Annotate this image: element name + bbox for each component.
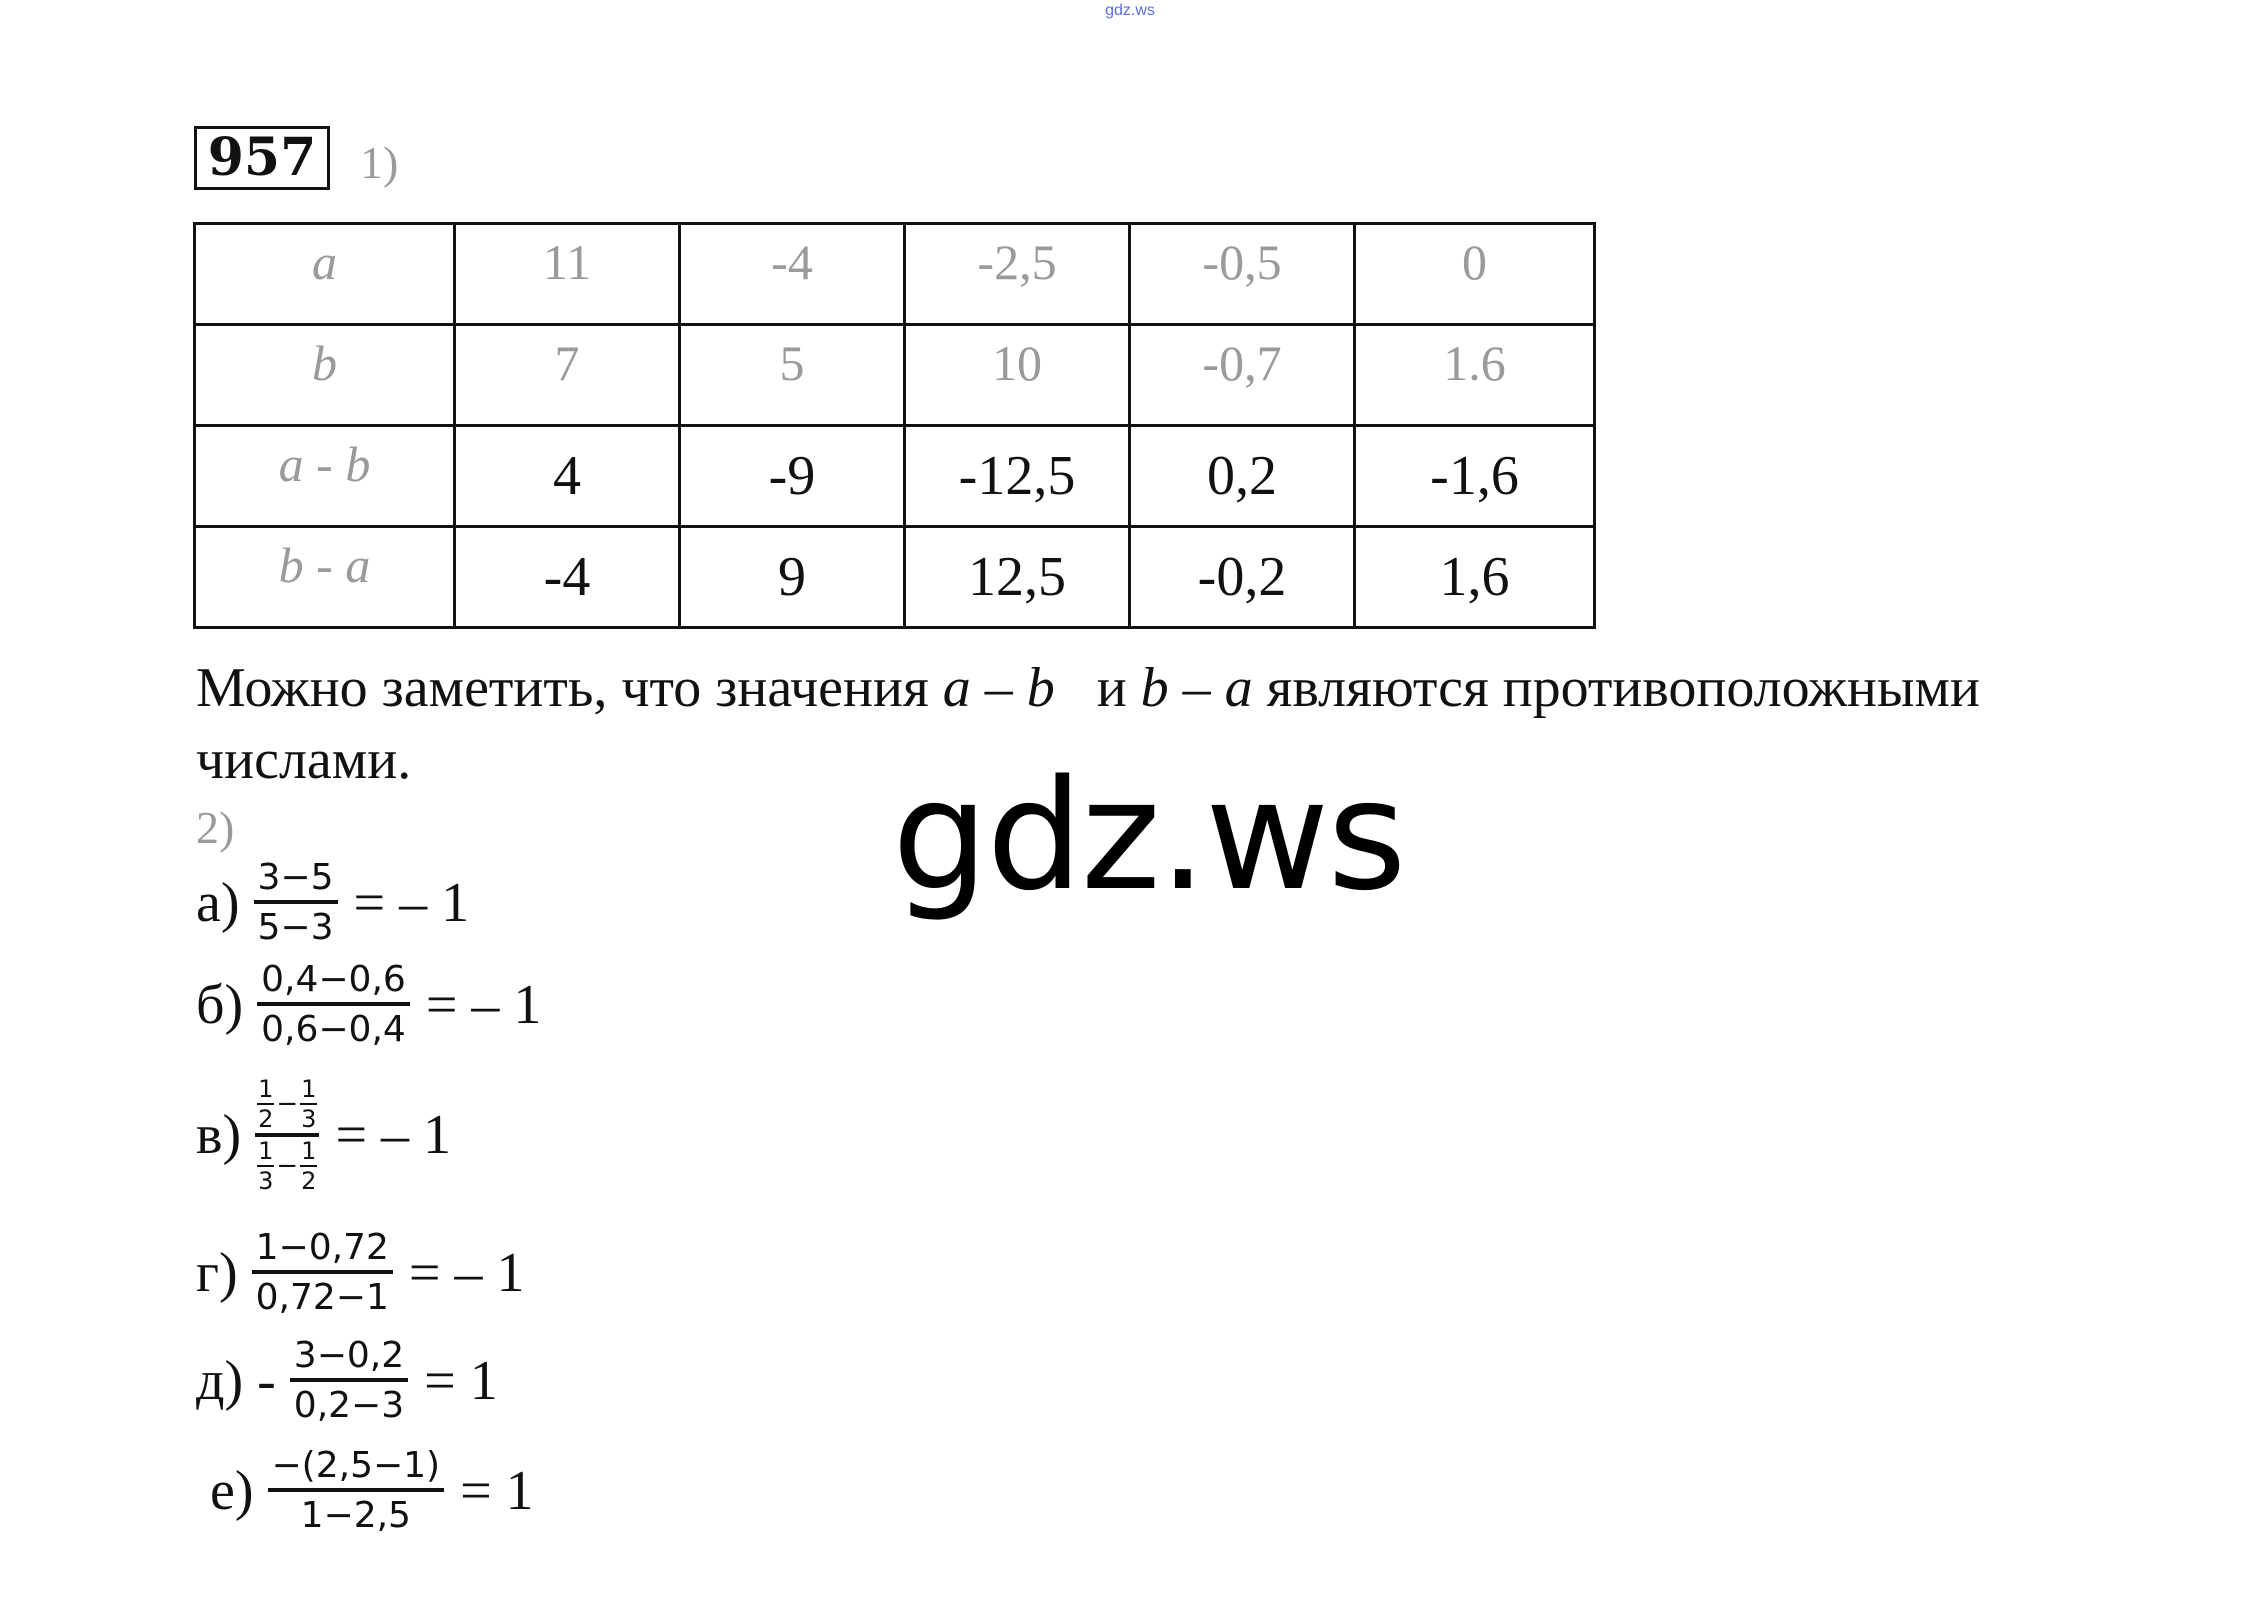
part-1-label: 1) <box>360 137 399 188</box>
center-watermark: gdz.ws <box>892 747 1405 924</box>
task-number: 957 <box>194 126 330 190</box>
numerator: −(2,5−1) <box>268 1448 445 1492</box>
table-cell: -2,5 <box>905 224 1130 325</box>
equation-label: г) <box>196 1242 238 1304</box>
numerator: 1−0,72 <box>252 1230 393 1274</box>
row-label-a-minus-b: a - b <box>195 426 455 527</box>
equation-b <box>196 959 542 1050</box>
mini-fraction: 1 2 <box>258 1075 274 1133</box>
equation-v <box>196 1075 451 1195</box>
equation-result: = – 1 <box>408 1242 525 1304</box>
equation-label: д) - <box>196 1350 276 1412</box>
table-cell: 1,6 <box>1355 527 1595 628</box>
table-cell: -0,2 <box>1130 527 1355 628</box>
table-row <box>195 527 1595 628</box>
equation-result: = – 1 <box>425 974 542 1036</box>
denominator: 0,6−0,4 <box>261 1009 406 1050</box>
denominator: 0,72−1 <box>255 1277 389 1318</box>
row-label-a: a <box>195 224 455 325</box>
minus-sign: − <box>276 1089 299 1119</box>
row-label-b-minus-a: b - a <box>195 527 455 628</box>
numerator <box>255 1075 319 1137</box>
values-table <box>193 222 1596 629</box>
table-cell: 9 <box>680 527 905 628</box>
equation-label: в) <box>196 1104 242 1166</box>
table-cell: 0,2 <box>1130 426 1355 527</box>
table-row <box>195 426 1595 527</box>
equation-label: а) <box>196 872 240 934</box>
mini-fraction: 1 3 <box>258 1137 274 1195</box>
note-text-2: и <box>1096 657 1141 719</box>
denominator: 0,2−3 <box>293 1385 405 1426</box>
equation-result: = – 1 <box>335 1104 452 1166</box>
numerator: 3−0,2 <box>290 1338 408 1382</box>
mini-fraction: $\frac{1}{3}$ <box>301 1075 317 1133</box>
fraction <box>257 959 410 1050</box>
equation-a <box>196 857 470 948</box>
table-cell: -1,6 <box>1355 426 1595 527</box>
note-expr-a-minus-b: a – b <box>942 657 1055 719</box>
numerator: 3−5 <box>254 860 338 904</box>
table-cell: -0,5 <box>1130 224 1355 325</box>
table-row <box>195 325 1595 426</box>
equation-result: = 1 <box>460 1460 534 1522</box>
table-cell: 7 <box>455 325 680 426</box>
equation-g <box>196 1227 525 1318</box>
denominator: 1−2,5 <box>300 1495 411 1536</box>
table-cell: -4 <box>680 224 905 325</box>
table-cell: -4 <box>455 527 680 628</box>
denominator <box>255 1137 319 1195</box>
table-cell: -0,7 <box>1130 325 1355 426</box>
table-cell: 10 <box>905 325 1130 426</box>
equation-result: = 1 <box>424 1350 498 1412</box>
fraction <box>254 857 338 948</box>
note-expr-b-minus-a: b – a <box>1140 657 1253 719</box>
equation-label: е) <box>210 1460 254 1522</box>
minus-sign: − <box>276 1151 299 1181</box>
equation-result: = – 1 <box>353 872 470 934</box>
table-cell: 12,5 <box>905 527 1130 628</box>
table-cell: -9 <box>680 426 905 527</box>
mini-fraction: $\frac{1}{2}$ <box>301 1137 317 1195</box>
table-row <box>195 224 1595 325</box>
table-cell: 11 <box>455 224 680 325</box>
fraction <box>252 1227 393 1318</box>
note-text-1: Можно заметить, что значения <box>196 657 943 719</box>
table-cell: 0 <box>1355 224 1595 325</box>
denominator: 5−3 <box>257 907 334 948</box>
equation-label: б) <box>196 974 244 1036</box>
part-2-label: 2) <box>196 802 235 853</box>
note-text-3: являются противоположными числами. <box>196 657 1980 791</box>
row-label-b: b <box>195 325 455 426</box>
equation-d <box>196 1335 498 1426</box>
fraction <box>290 1335 408 1426</box>
numerator: 0,4−0,6 <box>257 962 410 1006</box>
fraction <box>268 1445 445 1536</box>
table-cell: 4 <box>455 426 680 527</box>
table-cell: 1.6 <box>1355 325 1595 426</box>
compound-fraction <box>255 1075 319 1195</box>
table-cell: 5 <box>680 325 905 426</box>
equation-e <box>210 1445 534 1536</box>
table-cell: -12,5 <box>905 426 1130 527</box>
top-watermark: gdz.ws <box>1105 2 1155 19</box>
